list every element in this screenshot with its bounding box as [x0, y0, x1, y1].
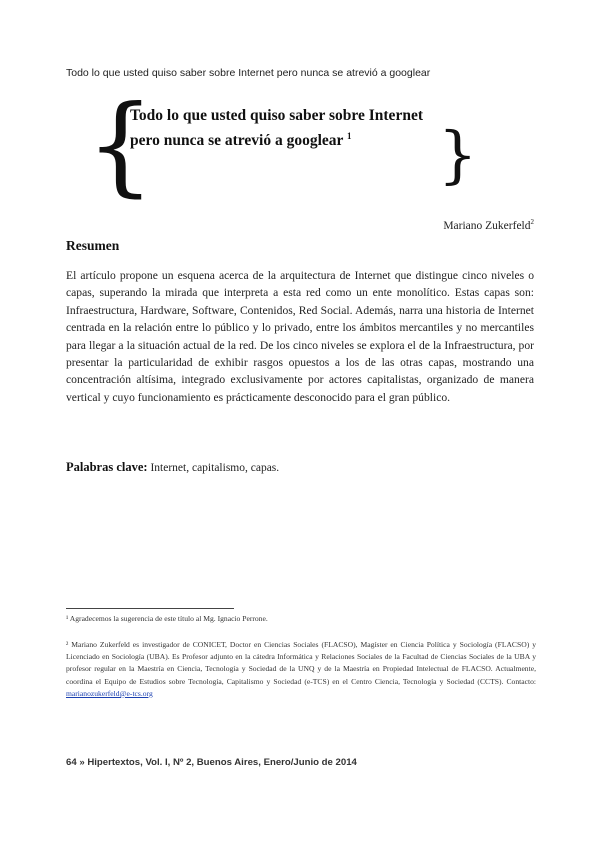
- abstract-paragraph: El artículo propone un esquena acerca de la arquitectura de Internet que distingue cinco niveles o capas, superando la mirada que interpreta a esta red como un ente monolítico. Estas capas son: Infraestructura, Hardware, Software, Contenidos, Red Social. Además, narra una historia de Internet centrada en la relación entre lo público y lo privado, entre los ámbitos mercantiles y no mercantiles para llegar a la situación actual de la red. De los cinco niveles se explora el de la Infraestructura, por presentar la particularidad de exhibir rasgos opuestos a los de las otras capas, mostrando una concentración altísima, integrado exclusivamente por actores capitalistas, organizado de manera vertical y cuyo funcionamiento es prácticamente desconocido para el gran público.: [66, 269, 534, 404]
- author-email-link[interactable]: marianozukerfeld@e-tcs.org: [66, 688, 153, 698]
- keywords: [66, 460, 279, 475]
- footnote-2-text: ² Mariano Zukerfeld es investigador de CONICET, Doctor en Ciencias Sociales (FLACSO), Magíster en Ciencia Política y Sociología (FLACSO) y Licenciado en Sociología (UBA). Es Profesor adjunto en la cátedra Informática y Relaciones Sociales de la Facultad de Ciencias Sociales de la UBA y profesor regular en la Maestría en Ciencia, Tecnología y Sociedad de la UNQ y de la Maestría en Propiedad Intelectual de FLACSO. Actualmente, coordina el Equipo de Estudios sobre Tecnología, Capitalismo y Sociedad (e-TCS) en el Centro Ciencia, Tecnología y Sociedad (CCTS). Contacto:: [66, 640, 536, 686]
- keywords-label: Palabras clave:: [66, 460, 148, 474]
- title-brace-close: }: [438, 118, 478, 191]
- article-title-line1: Todo lo que usted quiso saber sobre Internet: [130, 107, 423, 124]
- title-brace-open: {: [86, 83, 155, 208]
- author-name: Mariano Zukerfeld: [443, 219, 531, 232]
- abstract-heading: Resumen: [66, 238, 120, 253]
- author: [443, 218, 534, 232]
- article-title-line2: pero nunca se atrevió a googlear: [130, 132, 344, 149]
- running-header: Todo lo que usted quiso saber sobre Internet pero nunca se atrevió a googlear: [66, 67, 431, 79]
- footnote-2: [66, 639, 536, 700]
- running-footer: 64 » Hipertextos, Vol. I, Nº 2, Buenos Aires, Enero/Junio de 2014: [66, 757, 357, 768]
- title-footnote-mark[interactable]: 1: [347, 131, 352, 141]
- keywords-value: Internet, capitalismo, capas.: [150, 462, 280, 474]
- footnote-divider: [66, 608, 234, 609]
- author-footnote-mark[interactable]: 2: [530, 218, 534, 226]
- footnote-1: ¹ Agradecemos la sugerencia de este título al Mg. Ignacio Perrone.: [66, 614, 268, 623]
- article-title: [130, 106, 450, 151]
